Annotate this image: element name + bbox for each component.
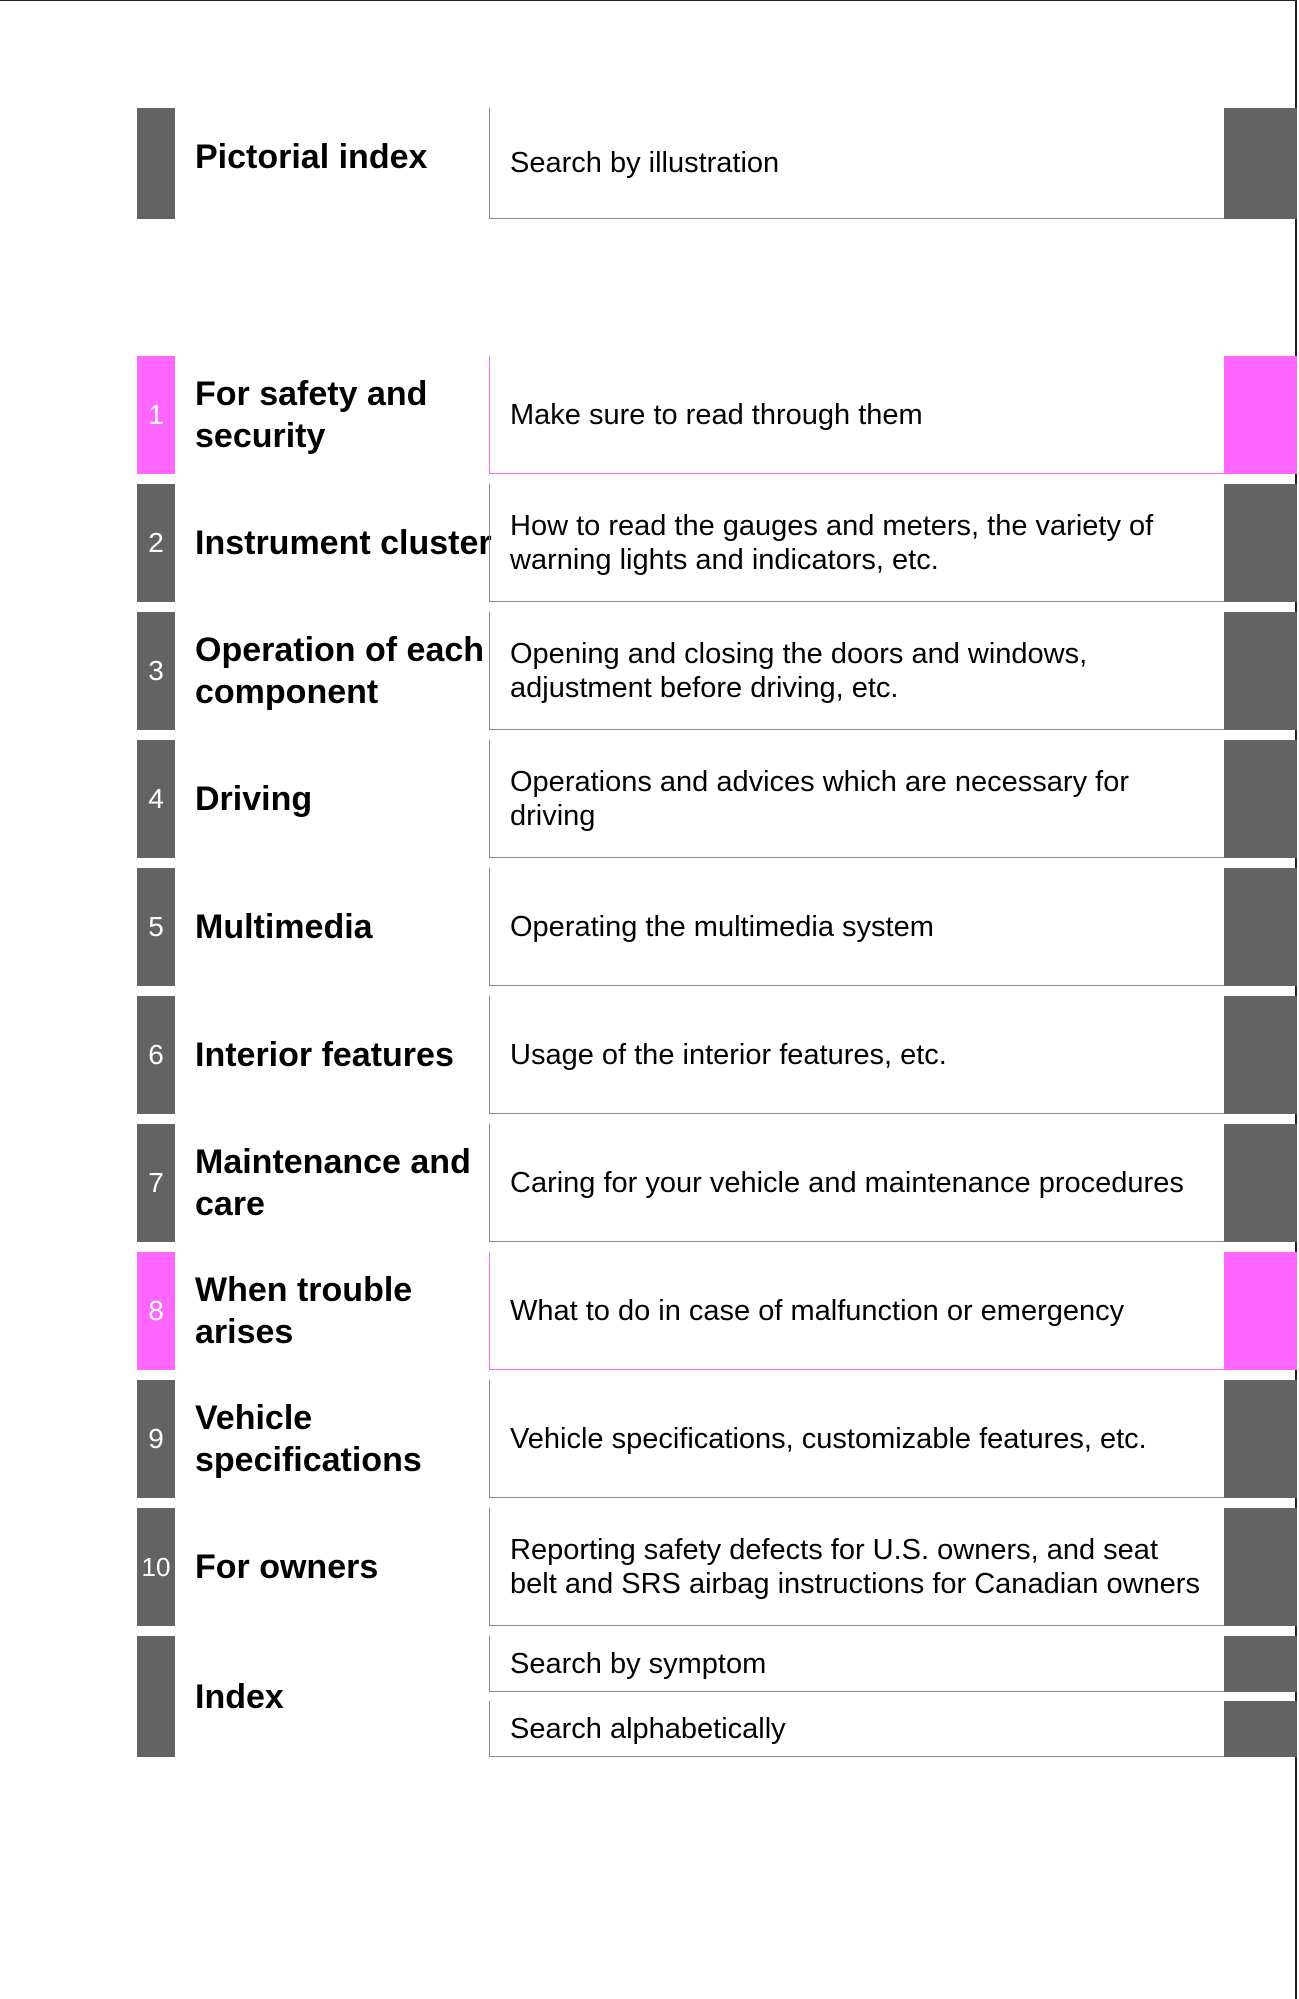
chapter-number-10: 10 <box>137 1508 175 1626</box>
pictorial-index-title: Pictorial index <box>195 138 428 176</box>
chapter-row-4[interactable] <box>137 740 1299 858</box>
chapter-number-4: 4 <box>137 740 175 858</box>
chapter-edge-tab-9 <box>1224 1380 1297 1498</box>
chapter-number-6: 6 <box>137 996 175 1114</box>
chapter-row-10[interactable] <box>137 1508 1299 1626</box>
chapter-description-9: Vehicle specifications, customizable features, etc. <box>489 1380 1224 1498</box>
chapter-description-10: Reporting safety defects for U.S. owners, and seat belt and SRS airbag instructions for Canadian owners <box>489 1508 1224 1626</box>
chapter-edge-tab-1 <box>1224 356 1297 474</box>
chapter-edge-tab-3 <box>1224 612 1297 730</box>
chapter-number-5: 5 <box>137 868 175 986</box>
index-item-symptom-edge-tab <box>1224 1636 1297 1692</box>
chapter-edge-tab-10 <box>1224 1508 1297 1626</box>
chapter-edge-tab-5 <box>1224 868 1297 986</box>
chapter-description-4: Operations and advices which are necessary for driving <box>489 740 1224 858</box>
chapter-title-10: For owners <box>195 1548 379 1586</box>
chapter-title-4: Driving <box>195 780 313 818</box>
pictorial-index-row[interactable] <box>137 108 1299 219</box>
chapter-title-1: For safety and security <box>195 375 428 455</box>
chapter-title-3: Operation of each component <box>195 631 485 711</box>
index-item-symptom[interactable] <box>489 1636 1299 1692</box>
index-item-alphabetical-label: Search alphabetically <box>489 1701 1224 1757</box>
chapter-edge-tab-8 <box>1224 1252 1297 1370</box>
chapter-number-2: 2 <box>137 484 175 602</box>
chapter-number-9: 9 <box>137 1380 175 1498</box>
chapter-row-6[interactable] <box>137 996 1299 1114</box>
chapter-edge-tab-4 <box>1224 740 1297 858</box>
chapter-description-7: Caring for your vehicle and maintenance procedures <box>489 1124 1224 1242</box>
chapter-row-3[interactable] <box>137 612 1299 730</box>
chapter-title-8: When trouble arises <box>195 1271 413 1351</box>
chapter-description-1: Make sure to read through them <box>489 356 1224 474</box>
chapter-row-2[interactable] <box>137 484 1299 602</box>
index-title: Index <box>195 1677 284 1716</box>
chapter-edge-tab-7 <box>1224 1124 1297 1242</box>
chapter-description-8: What to do in case of malfunction or emergency <box>489 1252 1224 1370</box>
pictorial-index-tab <box>137 108 175 219</box>
chapter-description-2: How to read the gauges and meters, the variety of warning lights and indicators, etc. <box>489 484 1224 602</box>
chapter-row-9[interactable] <box>137 1380 1299 1498</box>
chapter-number-1: 1 <box>137 356 175 474</box>
chapter-edge-tab-2 <box>1224 484 1297 602</box>
chapter-title-5: Multimedia <box>195 908 373 946</box>
chapter-title-6: Interior features <box>195 1036 454 1074</box>
chapter-row-1[interactable] <box>137 356 1299 474</box>
chapter-number-8: 8 <box>137 1252 175 1370</box>
chapter-title-7: Maintenance and care <box>195 1143 471 1223</box>
chapter-number-7: 7 <box>137 1124 175 1242</box>
chapter-row-7[interactable] <box>137 1124 1299 1242</box>
pictorial-index-description: Search by illustration <box>489 108 1224 219</box>
pictorial-index-edge-tab <box>1224 108 1297 219</box>
chapter-row-5[interactable] <box>137 868 1299 986</box>
chapter-edge-tab-6 <box>1224 996 1297 1114</box>
chapter-row-8[interactable] <box>137 1252 1299 1370</box>
chapter-description-5: Operating the multimedia system <box>489 868 1224 986</box>
chapter-description-6: Usage of the interior features, etc. <box>489 996 1224 1114</box>
index-tab <box>137 1636 175 1757</box>
chapter-title-2: Instrument cluster <box>195 524 492 562</box>
index-item-alphabetical-edge-tab <box>1224 1701 1297 1757</box>
chapter-description-3: Opening and closing the doors and windows, adjustment before driving, etc. <box>489 612 1224 730</box>
index-item-alphabetical[interactable] <box>489 1701 1299 1757</box>
chapter-number-3: 3 <box>137 612 175 730</box>
index-item-symptom-label: Search by symptom <box>489 1636 1224 1692</box>
chapter-title-9: Vehicle specifications <box>195 1399 422 1479</box>
